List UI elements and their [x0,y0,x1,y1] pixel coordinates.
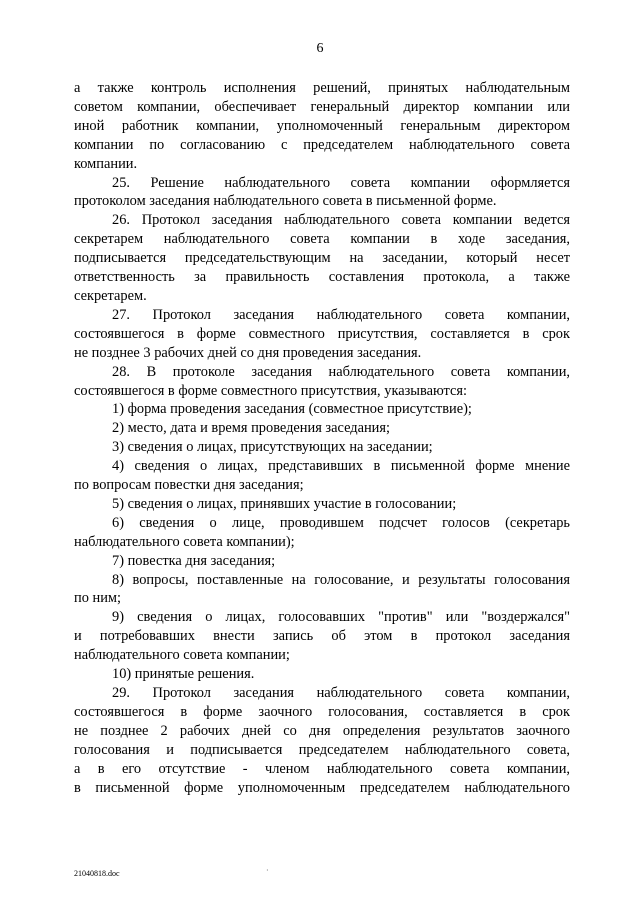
text-line: 9) сведения о лицах, голосовавших "против" или "воздержался" [112,609,570,626]
footer-mark: · [266,866,269,875]
text-line: подписывается председательствующим на заседании, который несет [74,250,570,267]
text-line: состоявшегося в форме совместного присутствия, составляется в срок [74,325,570,342]
text-line: секретарем. [74,287,147,304]
text-line: а в его отсутствие - членом наблюдательного совета компании, [74,760,570,777]
text-line: наблюдательного совета компании; [74,647,290,664]
text-line: а также контроль исполнения решений, принятых наблюдательным [74,80,570,96]
footer-file-name: 21040818.doc [74,869,120,878]
text-line: состоявшегося в форме заочного голосования, составляется в срок [74,703,570,720]
text-line: 29. Протокол заседания наблюдательного совета компании, [112,685,570,701]
text-line: иной работник компании, уполномоченный генеральным директором [74,117,570,134]
text-line: 3) сведения о лицах, присутствующих на заседании; [112,439,433,456]
text-line: советом компании, обеспечивает генеральный директор компании или [74,98,570,115]
text-line: секретарем наблюдательного совета компании в ходе заседания, [74,231,570,248]
text-line: по вопросам повестки дня заседания; [74,477,304,494]
text-line: и потребовавших внести запись об этом в протокол заседания [74,628,570,645]
text-line: 27. Протокол заседания наблюдательного совета компании, [112,306,570,323]
text-line: голосования и подписывается председателем наблюдательного совета, [74,741,570,758]
text-line: 2) место, дата и время проведения заседания; [112,420,390,437]
text-line: состоявшегося в форме совместного присутствия, указываются: [74,382,467,399]
text-line: в письменной форме уполномоченным председателем наблюдательного [74,779,570,796]
text-line: 7) повестка дня заседания; [112,552,276,569]
text-line: по ним; [74,590,122,607]
document-body [74,79,570,797]
text-line: компании. [74,155,138,172]
text-line: не позднее 3 рабочих дней со дня проведения заседания. [74,344,422,361]
text-line: 5) сведения о лицах, принявших участие в голосовании; [112,495,457,512]
text-line: 4) сведения о лицах, представивших в письменной форме мнение [112,458,570,475]
page-number: 6 [316,41,324,56]
text-line: 28. В протоколе заседания наблюдательного совета компании, [112,363,570,380]
text-line: наблюдательного совета компании); [74,533,295,550]
text-line: 8) вопросы, поставленные на голосование, и результаты голосования [112,571,570,588]
text-line: 26. Протокол заседания наблюдательного совета компании ведется [112,212,570,229]
text-line: не позднее 2 рабочих дней со дня определения результатов заочного [74,722,570,739]
text-line: 6) сведения о лице, проводившем подсчет голосов (секретарь [112,514,570,531]
text-line: протоколом заседания наблюдательного совета в письменной форме. [74,193,497,210]
text-line: компании по согласованию с председателем наблюдательного совета [74,136,570,153]
text-line: 25. Решение наблюдательного совета компании оформляется [112,174,570,191]
text-line: 10) принятые решения. [112,666,255,683]
text-line: 1) форма проведения заседания (совместное присутствие); [112,401,472,418]
text-line: ответственность за правильность составления протокола, а также [74,269,570,286]
